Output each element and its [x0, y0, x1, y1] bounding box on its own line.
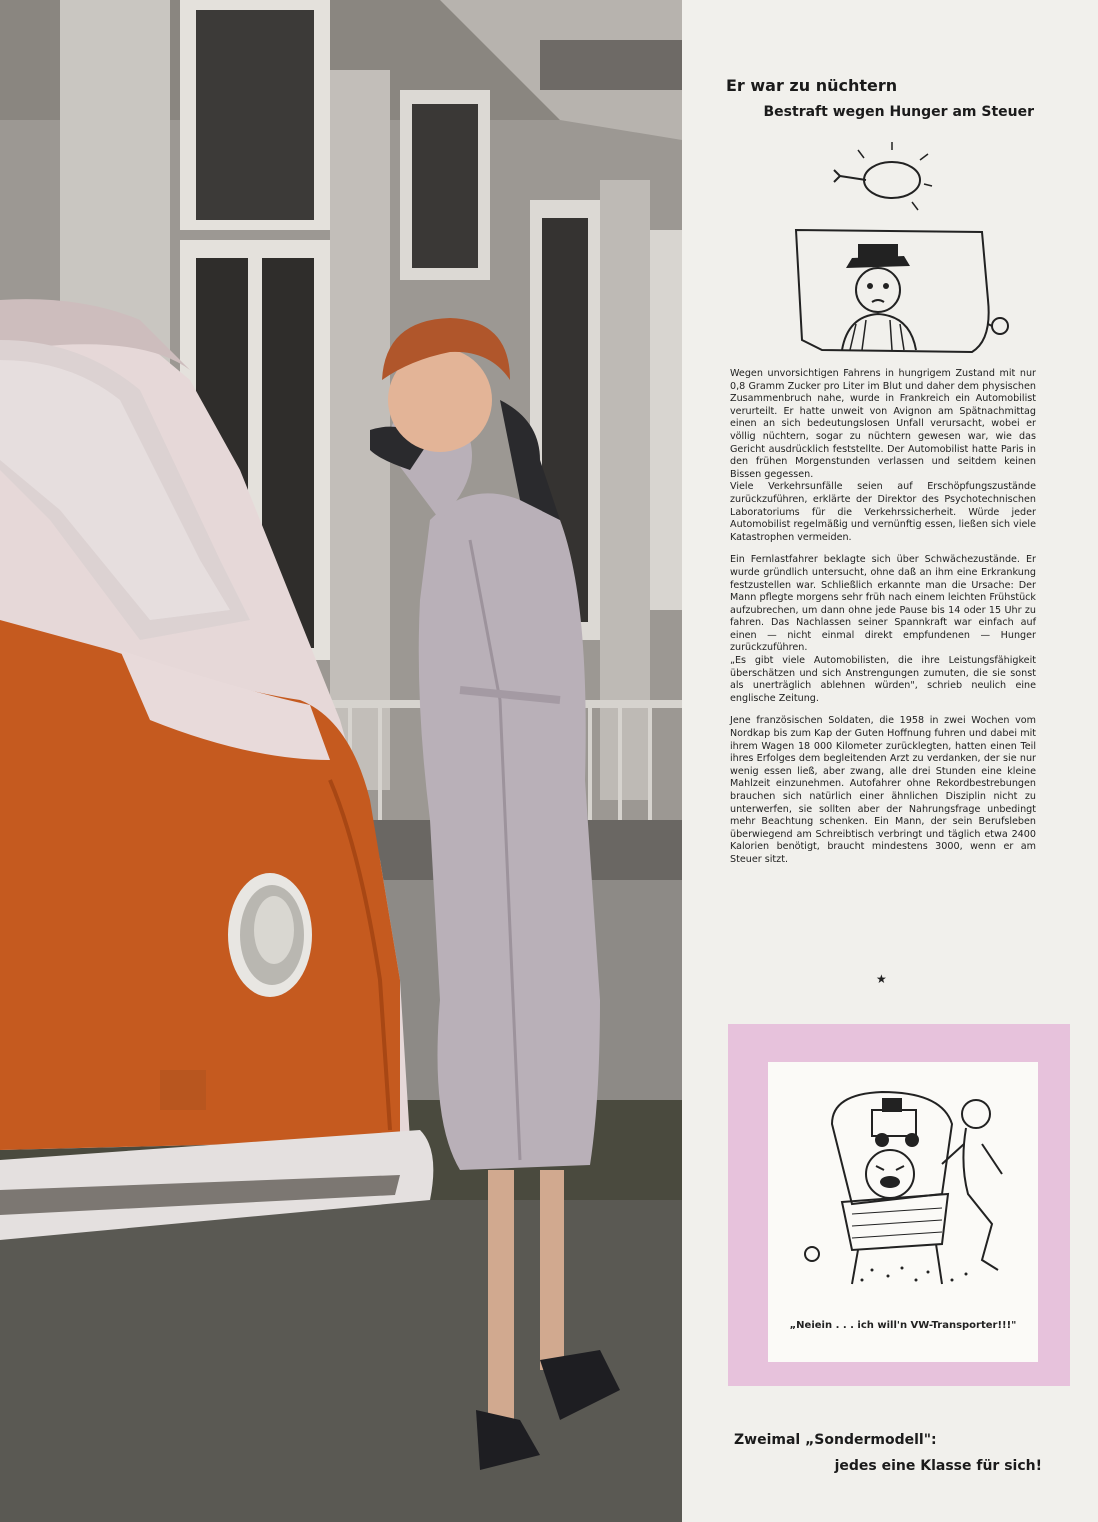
cartoon-frame — [768, 1062, 1038, 1362]
article-body — [730, 368, 1036, 877]
subheadline: Bestraft wegen Hunger am Steuer — [763, 104, 1034, 120]
article-column — [682, 0, 1098, 1522]
slogan-line-2: jedes eine Klasse für sich! — [834, 1458, 1042, 1474]
headline: Er war zu nüchtern — [726, 76, 898, 95]
cartoon-panel — [728, 1024, 1070, 1386]
article-paragraph: Viele Verkehrsunfälle seien auf Erschöpfungszustände zurückzuführen, erklärte der Direktor des Psychotechnischen Laboratoriums für die Verkehrssicherheit. Würde jeder Automobilist regelmäßig und vernünftig essen, ließen sich viele Katastrophen vermeiden. — [730, 481, 1036, 543]
article-paragraph: Wegen unvorsichtigen Fahrens in hungrigem Zustand mit nur 0,8 Gramm Zucker pro Liter im Blut und daher dem physischen Zusammenbruch nahe, wurde in Frankreich ein Automobilist verurteilt. Er hatte unweit von Avignon am Spätnachmittag einen an sich bedeutungslosen Unfall verursacht, wobei er völlig nüchtern, sogar zu nüchtern gewesen war, wie das Gericht ausdrücklich feststellte. Der Automobilist hatte Paris in den frühen Morgenstunden verlassen und seitdem keinen Bissen gegessen. — [730, 368, 1036, 480]
article-paragraph: Ein Fernlastfahrer beklagte sich über Schwächezustände. Er wurde gründlich untersucht, ohne daß an ihm eine Erkrankung festzustellen war. Schließlich erkannte man die Ursache: Der Mann pflegte morgens sehr früh nach einem leichten Frühstück aufzubrechen, um dann ohne jede Pause bis 14 oder 15 Uhr zu fahren. Das Nachlassen seiner Spannkraft war einfach auf einen — nicht einmal direkt empfundenen — Hunger zurückzuführen. — [730, 554, 1036, 654]
slogan-line-1: Zweimal „Sondermodell": — [734, 1432, 937, 1448]
end-star: ★ — [876, 972, 887, 986]
cartoon-baby-with-toy-car — [792, 1084, 1018, 1298]
cartoon-hungry-driver — [792, 140, 1012, 380]
article-paragraph: Jene französischen Soldaten, die 1958 in zwei Wochen vom Nordkap bis zum Kap der Guten Hoffnung fuhren und dabei mit ihrem Wagen 18 000 Kilometer zurücklegten, hatten einen Teil ihres Erfolges dem begleitenden Arzt zu verdanken, der sie nur wenig essen ließ, aber zwang, alle drei Stunden eine kleine Mahlzeit einzunehmen. Autofahrer ohne Rekordbestrebungen brauchen sich natürlich einer ähnlichen Disziplin nicht zu unterwerfen, sie sollten aber der Nahrungsfrage unbedingt mehr Beachtung schenken. Ein Mann, der sein Berufsleben überwiegend am Schreibtisch verbringt und täglich etwa 2400 Kalorien benötigt, braucht mindestens 3000, wenn er am Steuer sitzt. — [730, 715, 1036, 865]
cartoon-caption: „Neiein . . . ich will'n VW-Transporter!!!" — [789, 1320, 1017, 1331]
article-paragraph: „Es gibt viele Automobilisten, die ihre Leistungsfähigkeit überschätzen und sich Anstrengungen zumuten, die sie sonst als unerträglich ablehnen würden", schrieb neulich eine englische Zeitung. — [730, 655, 1036, 704]
